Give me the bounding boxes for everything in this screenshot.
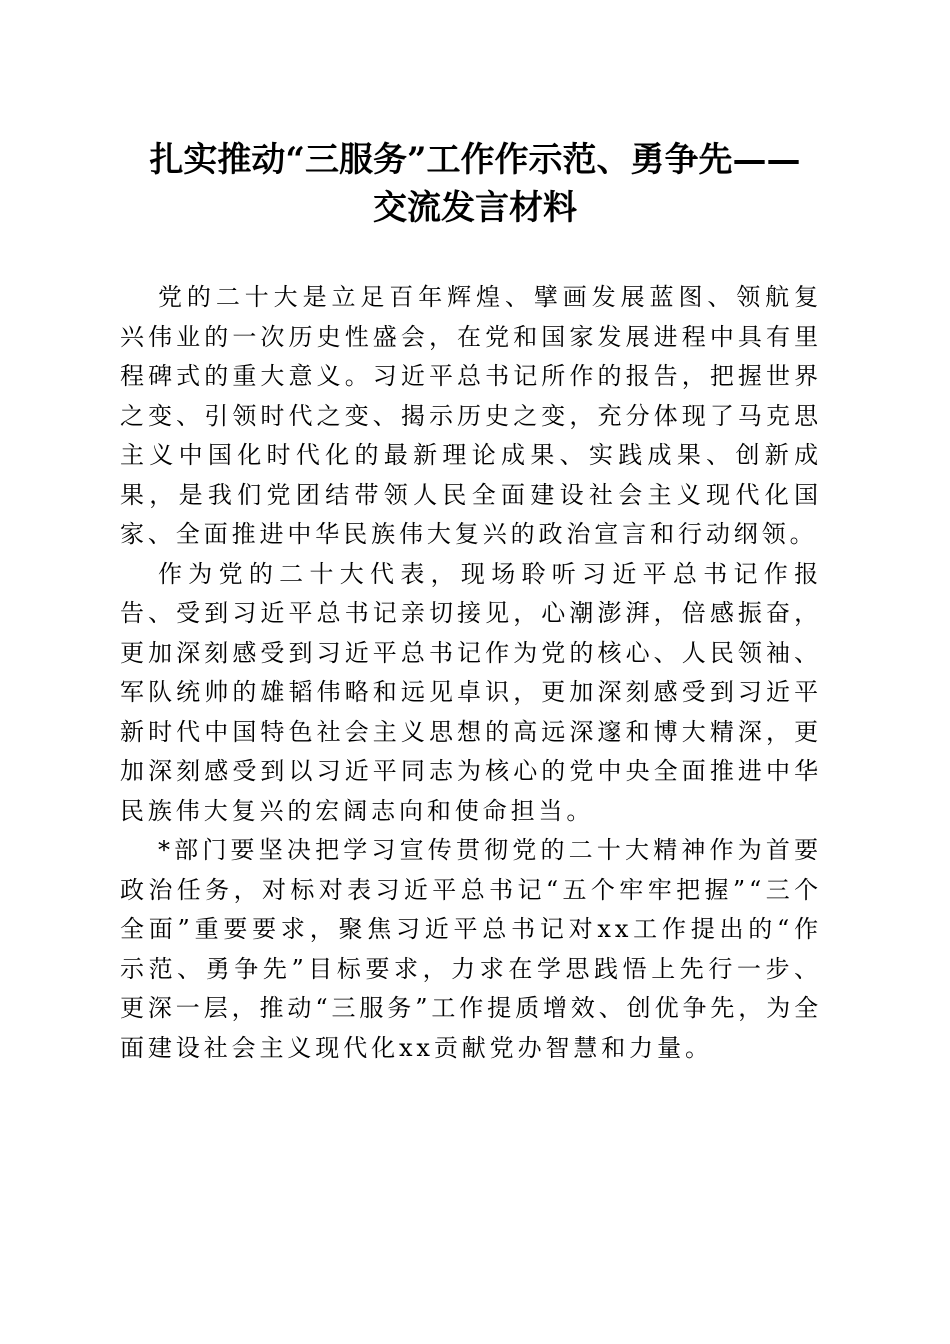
document-body (120, 278, 822, 1068)
title-line-2: 交流发言材料 (373, 188, 577, 228)
paragraph-3: *部门要坚决把学习宣传贯彻党的二十大精神作为首要政治任务，对标对表习近平总书记“五个牢牢把握”“三个全面”重要要求，聚焦习近平总书记对xx工作提出的“作示范、勇争先”目标要求，力求在学思践悟上先行一步、更深一层，推动“三服务”工作提质增效、创优争先，为全面建设社会主义现代化xx贡献党办智慧和力量。 (120, 836, 822, 1062)
title-line-1: 扎实推动“三服务”工作作示范、勇争先—— (149, 140, 801, 180)
document-title (100, 136, 850, 232)
paragraph-1: 党的二十大是立足百年辉煌、擘画发展蓝图、领航复兴伟业的一次历史性盛会，在党和国家发展进程中具有里程碑式的重大意义。习近平总书记所作的报告，把握世界之变、引领时代之变、揭示历史之变，充分体现了马克思主义中国化时代化的最新理论成果、实践成果、创新成果，是我们党团结带领人民全面建设社会主义现代化国家、全面推进中华民族伟大复兴的政治宣言和行动纲领。 (120, 283, 822, 548)
paragraph-2: 作为党的二十大代表，现场聆听习近平总书记作报告、受到习近平总书记亲切接见，心潮澎湃，倍感振奋，更加深刻感受到习近平总书记作为党的核心、人民领袖、军队统帅的雄韬伟略和远见卓识，更加深刻感受到习近平新时代中国特色社会主义思想的高远深邃和博大精深，更加深刻感受到以习近平同志为核心的党中央全面推进中华民族伟大复兴的宏阔志向和使命担当。 (120, 559, 822, 825)
